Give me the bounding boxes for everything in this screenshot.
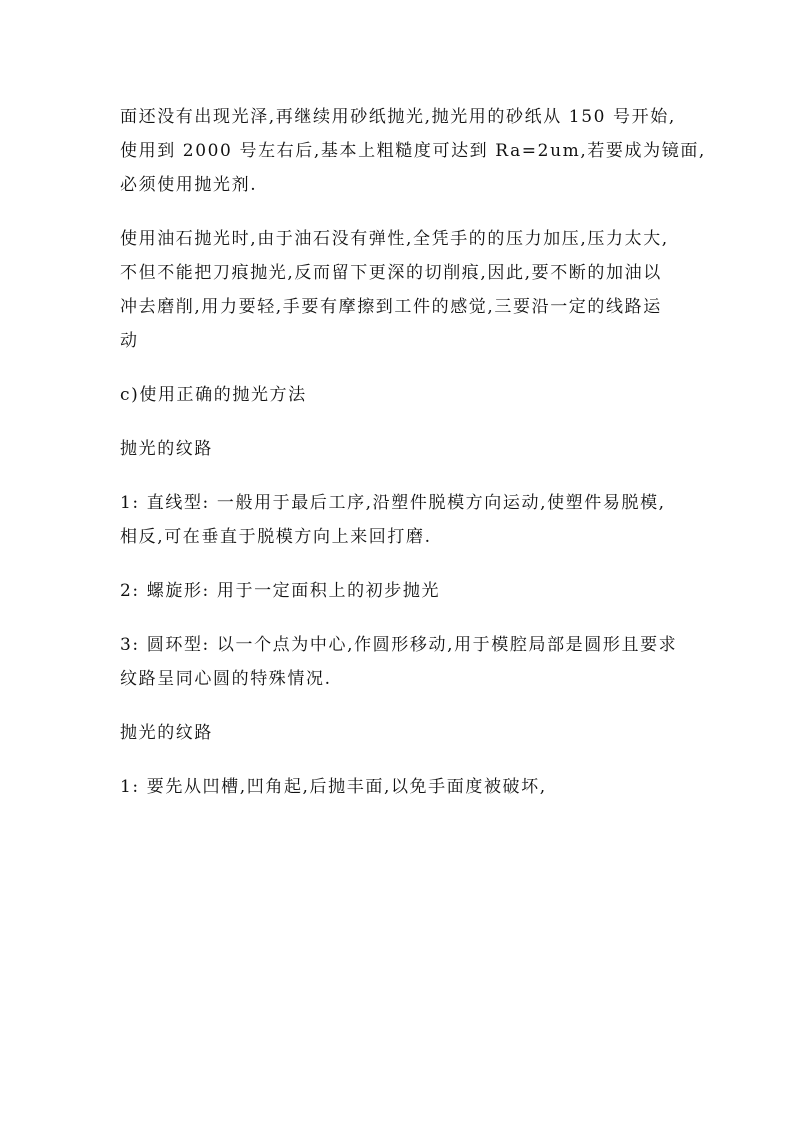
text-line: 抛光的纹路 xyxy=(120,439,213,459)
document-body xyxy=(120,100,706,804)
text-line: 面还没有出现光泽,再继续用砂纸抛光,抛光用的砂纸从 150 号开始, xyxy=(120,107,676,127)
text-line: 冲去磨削,用力要轻,手要有摩擦到工件的感觉,三要沿一定的线路运 xyxy=(120,297,662,317)
paragraph-sandpaper-polishing xyxy=(120,100,706,202)
text-line: 动 xyxy=(120,331,139,351)
list-item-groove-first xyxy=(120,770,690,804)
paragraph-oilstone-polishing xyxy=(120,222,690,358)
text-line: 1: 直线型: 一般用于最后工序,沿塑件脱模方向运动,使塑件易脱模, xyxy=(120,493,666,513)
section-heading-correct-method xyxy=(120,378,690,412)
list-item-ring-pattern xyxy=(120,628,690,696)
text-line: 使用到 2000 号左右后,基本上粗糙度可达到 Ra=2um,若要成为镜面, xyxy=(120,141,706,161)
text-line: 使用油石抛光时,由于油石没有弹性,全凭手的的压力加压,压力太大, xyxy=(120,229,669,249)
text-line: 3: 圆环型: 以一个点为中心,作圆形移动,用于模腔局部是圆形且要求 xyxy=(120,635,678,655)
subheading-polishing-pattern-2 xyxy=(120,716,690,750)
subheading-polishing-pattern xyxy=(120,432,690,466)
text-line: 不但不能把刀痕抛光,反而留下更深的切削痕,因此,要不断的加油以 xyxy=(120,263,662,283)
text-line: 纹路呈同心圆的特殊情况. xyxy=(120,669,332,689)
text-line: 相反,可在垂直于脱模方向上来回打磨. xyxy=(120,527,432,547)
text-line: 1: 要先从凹槽,凹角起,后抛丰面,以免手面度被破坏, xyxy=(120,777,547,797)
text-line: 2: 螺旋形: 用于一定面积上的初步抛光 xyxy=(120,581,441,601)
text-line: 必须使用抛光剂. xyxy=(120,175,258,195)
text-line: c)使用正确的抛光方法 xyxy=(120,385,307,405)
list-item-spiral-pattern xyxy=(120,574,690,608)
list-item-straight-pattern xyxy=(120,486,690,554)
text-line: 抛光的纹路 xyxy=(120,723,213,743)
